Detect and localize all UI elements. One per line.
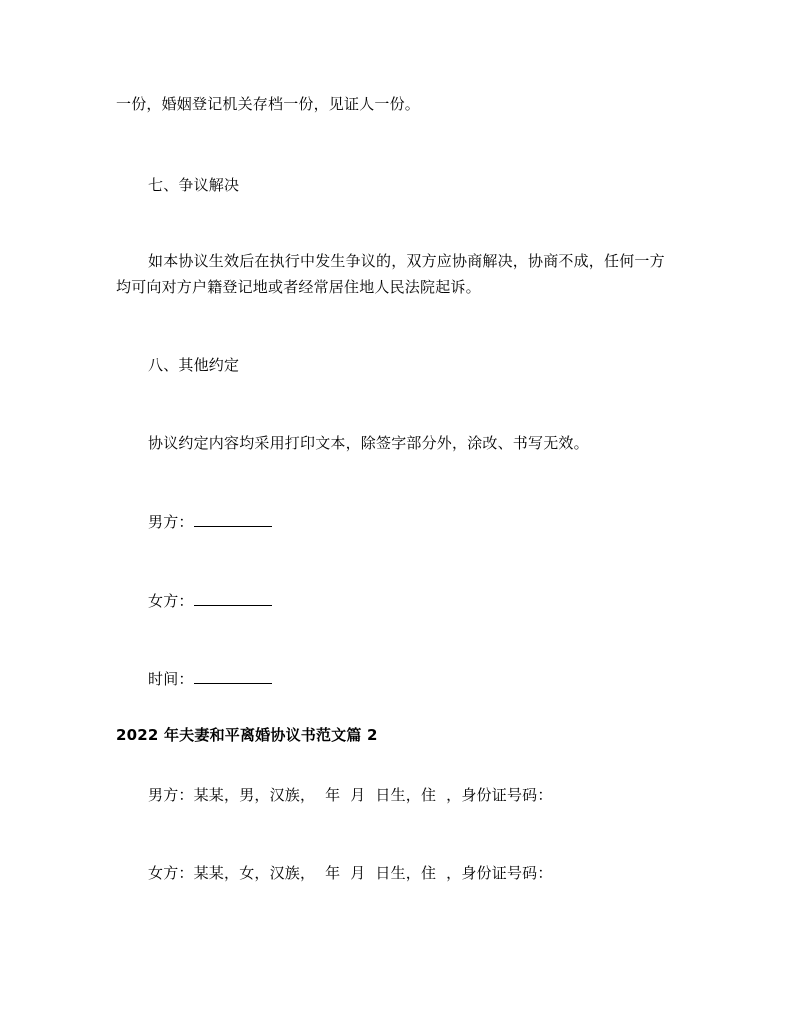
time-signature-field — [148, 669, 272, 689]
body-text-line: 如本协议生效后在执行中发生争议的，双方应协商解决，协商不成，任何一方 — [148, 252, 665, 270]
body-text-line: 协议约定内容均采用打印文本，除签字部分外，涂改、书写无效。 — [148, 434, 589, 452]
female-signature-label: 女方： — [148, 592, 194, 610]
section2-female-line: 女方：某某，女，汉族， 年 月 日生，住 ，身份证号码： — [148, 864, 553, 882]
section2-male-line: 男方：某某，男，汉族， 年 月 日生，住 ，身份证号码： — [148, 786, 553, 804]
time-signature-blank — [194, 669, 272, 684]
male-signature-field — [148, 512, 272, 532]
body-text-line: 一份，婚姻登记机关存档一份，见证人一份。 — [116, 95, 421, 113]
female-signature-blank — [194, 591, 272, 606]
time-signature-label: 时间： — [148, 670, 194, 688]
section2-title: 2022 年夫妻和平离婚协议书范文篇 2 — [116, 726, 378, 744]
male-signature-label: 男方： — [148, 513, 194, 531]
section-heading-other: 八、其他约定 — [148, 356, 240, 374]
female-signature-field — [148, 591, 272, 611]
body-text-line: 均可向对方户籍登记地或者经常居住地人民法院起诉。 — [116, 278, 481, 296]
section-heading-dispute: 七、争议解决 — [148, 176, 240, 194]
male-signature-blank — [194, 512, 272, 527]
